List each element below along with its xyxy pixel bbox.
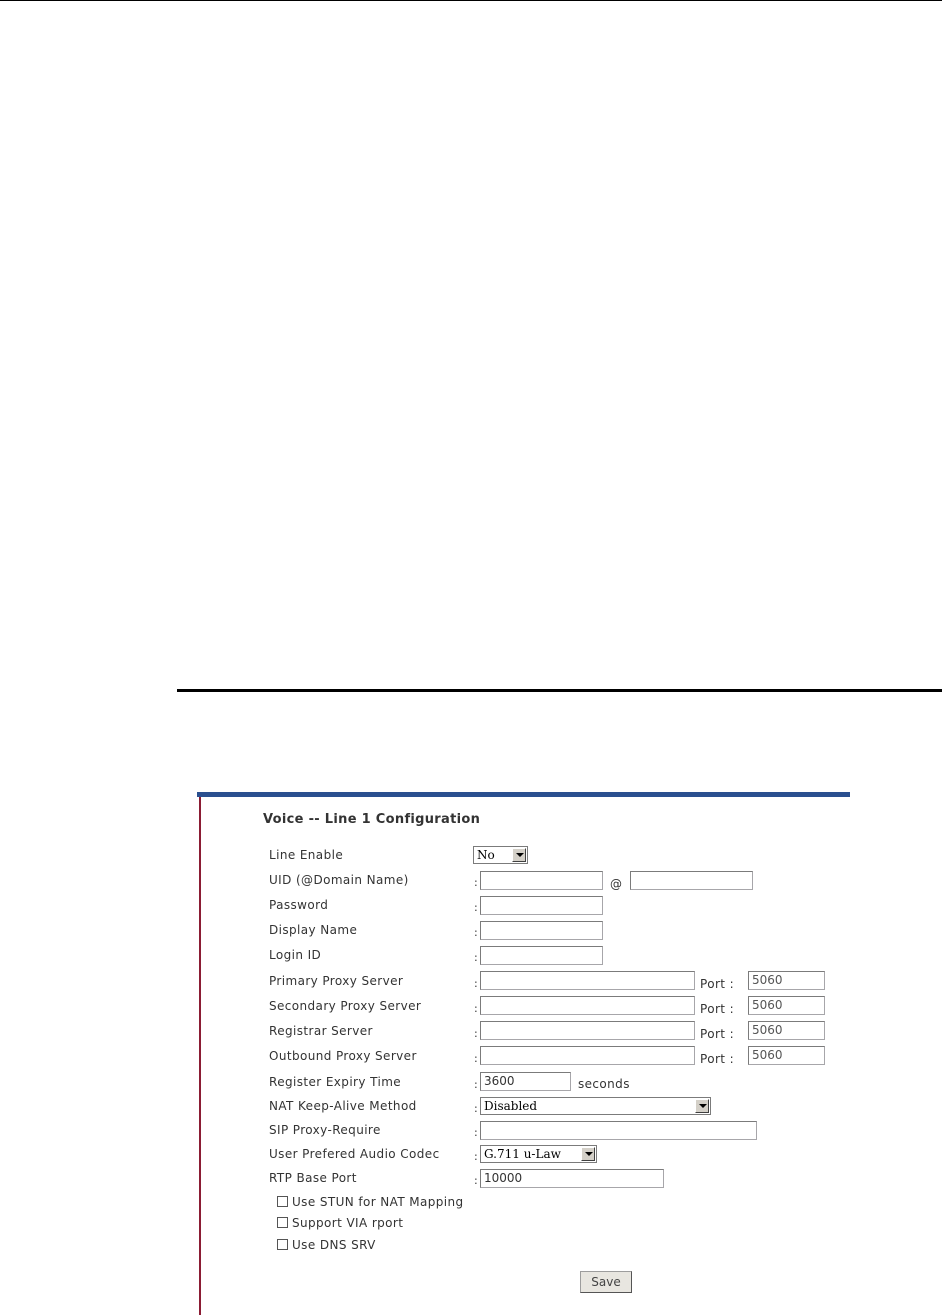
page-top-rule: [0, 0, 942, 1]
display-name-colon: :: [474, 926, 478, 939]
login-id-input[interactable]: [480, 946, 603, 965]
use-stun-checkbox[interactable]: [277, 1196, 288, 1207]
outbound-proxy-colon: :: [474, 1052, 478, 1065]
primary-proxy-label: Primary Proxy Server: [269, 974, 404, 988]
register-expiry-colon: :: [474, 1078, 478, 1091]
uid-input[interactable]: [480, 871, 603, 890]
panel-title: Voice -- Line 1 Configuration: [263, 812, 481, 827]
nat-keepalive-select[interactable]: [480, 1097, 711, 1115]
chevron-down-icon[interactable]: [581, 1147, 595, 1161]
register-expiry-label: Register Expiry Time: [269, 1075, 402, 1089]
audio-codec-value: G.711 u-Law: [484, 1147, 561, 1161]
line-enable-value: No: [477, 848, 495, 862]
use-stun-label: Use STUN for NAT Mapping: [292, 1195, 464, 1209]
nat-keepalive-colon: :: [474, 1102, 478, 1115]
registrar-colon: :: [474, 1027, 478, 1040]
nat-keepalive-value: Disabled: [484, 1099, 538, 1113]
panel-left-border: [199, 797, 201, 1315]
secondary-proxy-port-label: Port :: [700, 1002, 735, 1016]
secondary-proxy-port-input[interactable]: 5060: [748, 996, 825, 1015]
display-name-label: Display Name: [269, 923, 358, 937]
register-expiry-unit: seconds: [578, 1077, 630, 1091]
password-label: Password: [269, 898, 329, 912]
primary-proxy-input[interactable]: [480, 971, 695, 990]
primary-proxy-colon: :: [474, 977, 478, 990]
use-dns-srv-checkbox[interactable]: [277, 1239, 288, 1250]
support-via-rport-checkbox-row[interactable]: [277, 1216, 403, 1230]
outbound-proxy-port-label: Port :: [700, 1052, 735, 1066]
sip-proxy-require-input[interactable]: [480, 1121, 757, 1140]
outbound-proxy-label: Outbound Proxy Server: [269, 1049, 417, 1063]
uid-at-sign: @: [610, 877, 622, 891]
outbound-proxy-input[interactable]: [480, 1046, 695, 1065]
rtp-base-port-label: RTP Base Port: [269, 1171, 357, 1185]
password-input[interactable]: [480, 896, 603, 915]
login-id-label: Login ID: [269, 948, 322, 962]
uid-domain-input[interactable]: [630, 871, 753, 890]
support-via-rport-checkbox[interactable]: [277, 1217, 288, 1228]
register-expiry-input[interactable]: 3600: [480, 1072, 571, 1091]
rtp-base-port-input[interactable]: 10000: [480, 1169, 664, 1188]
registrar-label: Registrar Server: [269, 1024, 373, 1038]
registrar-port-input[interactable]: 5060: [748, 1021, 825, 1040]
chevron-down-icon[interactable]: [695, 1099, 709, 1113]
save-button[interactable]: Save: [580, 1271, 632, 1293]
uid-colon: :: [474, 876, 478, 889]
uid-label: UID (@Domain Name): [269, 873, 409, 887]
use-stun-checkbox-row[interactable]: [277, 1195, 464, 1209]
display-name-input[interactable]: [480, 921, 603, 940]
use-dns-srv-label: Use DNS SRV: [292, 1238, 376, 1252]
outbound-proxy-port-input[interactable]: 5060: [748, 1046, 825, 1065]
audio-codec-colon: :: [474, 1150, 478, 1163]
support-via-rport-label: Support VIA rport: [292, 1216, 404, 1230]
panel-top-bar: [197, 792, 850, 797]
section-divider: [177, 689, 942, 692]
registrar-input[interactable]: [480, 1021, 695, 1040]
line-enable-label: Line Enable: [269, 848, 344, 862]
secondary-proxy-colon: :: [474, 1002, 478, 1015]
use-dns-srv-checkbox-row[interactable]: [277, 1238, 376, 1252]
login-id-colon: :: [474, 951, 478, 964]
secondary-proxy-input[interactable]: [480, 996, 695, 1015]
secondary-proxy-label: Secondary Proxy Server: [269, 999, 422, 1013]
password-colon: :: [474, 901, 478, 914]
chevron-down-icon[interactable]: [512, 848, 526, 862]
audio-codec-label: User Prefered Audio Codec: [269, 1147, 440, 1161]
rtp-base-port-colon: :: [474, 1174, 478, 1187]
sip-proxy-require-colon: :: [474, 1126, 478, 1139]
primary-proxy-port-input[interactable]: 5060: [748, 971, 825, 990]
registrar-port-label: Port :: [700, 1027, 735, 1041]
primary-proxy-port-label: Port :: [700, 977, 735, 991]
audio-codec-select[interactable]: [480, 1145, 597, 1163]
sip-proxy-require-label: SIP Proxy-Require: [269, 1123, 381, 1137]
line-enable-select[interactable]: [473, 846, 528, 864]
nat-keepalive-label: NAT Keep-Alive Method: [269, 1099, 417, 1113]
